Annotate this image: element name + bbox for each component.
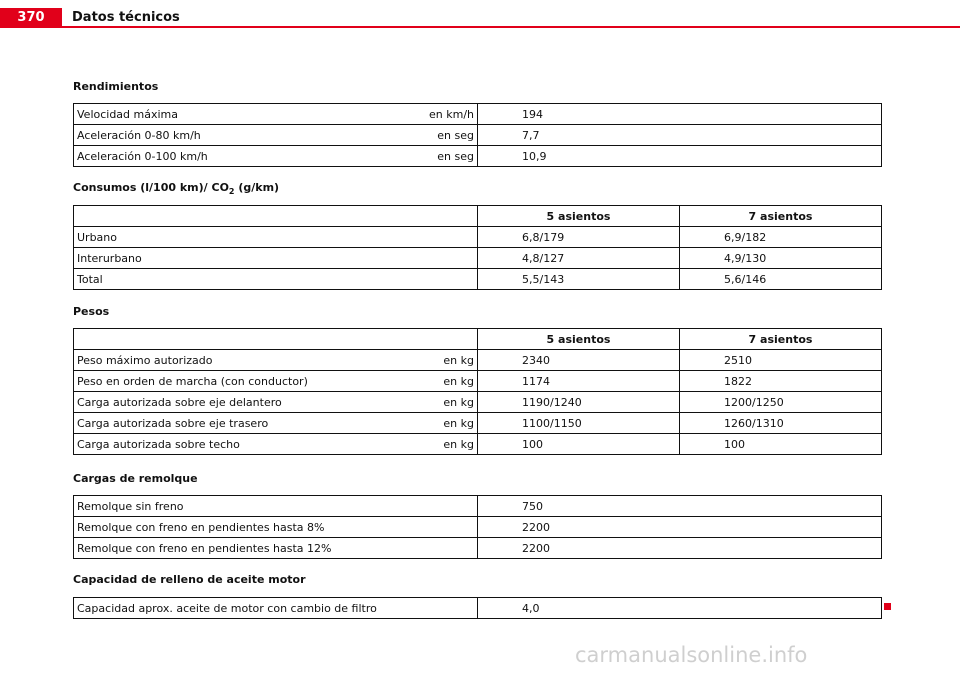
row-value-7: 1260/1310 [680, 413, 882, 434]
table-row [74, 146, 882, 167]
table-row [74, 598, 882, 619]
row-value: 2200 [478, 517, 882, 538]
table-row [74, 104, 882, 125]
row-value-7: 1822 [680, 371, 882, 392]
table-header-row [74, 329, 882, 350]
table-row [74, 538, 882, 559]
row-label: Interurbano [74, 248, 478, 269]
row-label: Carga autorizada sobre techo [74, 434, 402, 455]
row-value-7: 2510 [680, 350, 882, 371]
header-7-asientos: 7 asientos [680, 206, 882, 227]
section-title-rendimientos: Rendimientos [73, 80, 159, 93]
table-row [74, 434, 882, 455]
row-value: 10,9 [478, 146, 882, 167]
header-empty-cell [74, 206, 478, 227]
row-value-5: 1174 [478, 371, 680, 392]
row-value-5: 2340 [478, 350, 680, 371]
row-unit: en kg [401, 350, 478, 371]
row-value-5: 1100/1150 [478, 413, 680, 434]
row-label: Remolque sin freno [74, 496, 478, 517]
watermark: carmanualsonline.info [575, 643, 808, 667]
table-row [74, 125, 882, 146]
rendimientos-table [73, 103, 882, 167]
row-value: 750 [478, 496, 882, 517]
row-unit: en kg [401, 413, 478, 434]
row-label: Peso en orden de marcha (con conductor) [74, 371, 402, 392]
row-value-7: 100 [680, 434, 882, 455]
table-row [74, 227, 882, 248]
row-value: 7,7 [478, 125, 882, 146]
section-title-consumos [73, 181, 279, 196]
row-value-5: 4,8/127 [478, 248, 680, 269]
consumos-title-end: (g/km) [234, 181, 280, 194]
row-label: Carga autorizada sobre eje trasero [74, 413, 402, 434]
row-value: 2200 [478, 538, 882, 559]
table-row [74, 392, 882, 413]
table-row [74, 496, 882, 517]
row-value-5: 1190/1240 [478, 392, 680, 413]
table-row [74, 350, 882, 371]
row-unit: en km/h [401, 104, 478, 125]
aceite-table [73, 597, 882, 619]
row-label: Total [74, 269, 478, 290]
table-row [74, 413, 882, 434]
header-5-asientos: 5 asientos [478, 329, 680, 350]
row-value-7: 1200/1250 [680, 392, 882, 413]
row-label: Capacidad aprox. aceite de motor con cambio de filtro [74, 598, 478, 619]
header-7-asientos: 7 asientos [680, 329, 882, 350]
row-label: Remolque con freno en pendientes hasta 12% [74, 538, 478, 559]
row-value-7: 6,9/182 [680, 227, 882, 248]
row-label: Aceleración 0-80 km/h [74, 125, 402, 146]
remolque-table [73, 495, 882, 559]
consumos-title-sub: 2 [228, 187, 235, 197]
table-row [74, 248, 882, 269]
row-unit: en kg [401, 371, 478, 392]
row-label: Urbano [74, 227, 478, 248]
table-row [74, 371, 882, 392]
section-title-pesos: Pesos [73, 305, 110, 318]
consumos-title-main: Consumos (l/100 km)/ CO [73, 181, 229, 194]
row-unit: en seg [401, 146, 478, 167]
row-label: Carga autorizada sobre eje delantero [74, 392, 402, 413]
row-value: 194 [478, 104, 882, 125]
row-value-5: 100 [478, 434, 680, 455]
section-title-remolque: Cargas de remolque [73, 472, 198, 485]
row-unit: en kg [401, 434, 478, 455]
section-title-aceite: Capacidad de relleno de aceite motor [73, 573, 306, 586]
row-label: Remolque con freno en pendientes hasta 8% [74, 517, 478, 538]
row-label: Peso máximo autorizado [74, 350, 402, 371]
page-number: 370 [0, 8, 62, 28]
row-unit: en seg [401, 125, 478, 146]
row-value: 4,0 [478, 598, 882, 619]
header-empty-cell [74, 329, 478, 350]
row-value-5: 5,5/143 [478, 269, 680, 290]
header-5-asientos: 5 asientos [478, 206, 680, 227]
row-value-7: 4,9/130 [680, 248, 882, 269]
row-unit: en kg [401, 392, 478, 413]
row-label: Aceleración 0-100 km/h [74, 146, 402, 167]
row-value-7: 5,6/146 [680, 269, 882, 290]
page-title: Datos técnicos [72, 10, 180, 25]
table-row [74, 269, 882, 290]
consumos-table [73, 205, 882, 290]
pesos-table [73, 328, 882, 455]
row-label: Velocidad máxima [74, 104, 402, 125]
table-header-row [74, 206, 882, 227]
header-rule [62, 26, 960, 28]
page-header [0, 0, 960, 30]
table-row [74, 517, 882, 538]
row-value-5: 6,8/179 [478, 227, 680, 248]
section-end-marker [884, 603, 891, 610]
